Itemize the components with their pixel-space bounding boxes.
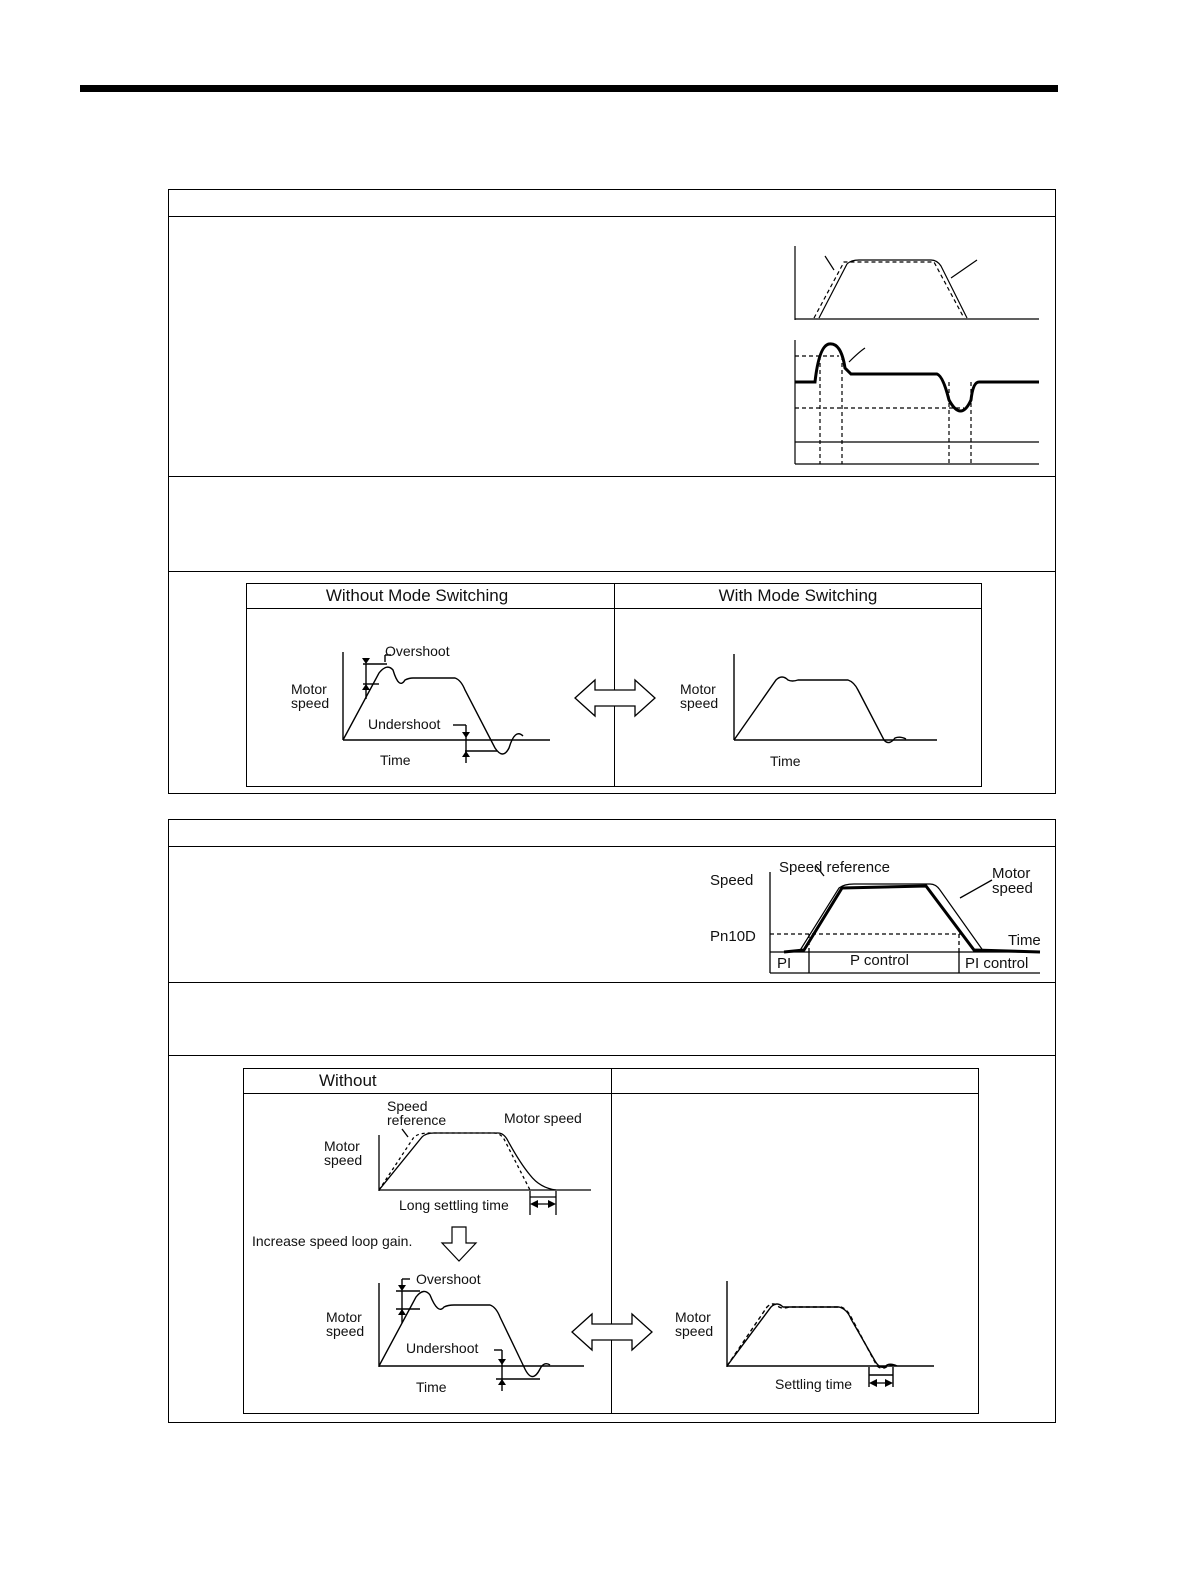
section1-right-chart (614, 608, 982, 788)
section1-left-xlabel: Time (380, 752, 411, 768)
section2-settling-long: Long settling time (399, 1197, 509, 1213)
section2-xlabel: Time (1008, 932, 1041, 949)
section2-overshoot-arrow-up (398, 1309, 406, 1315)
section2-motor-speed-2: speed (992, 880, 1033, 897)
section1-right-header: With Mode Switching (718, 586, 878, 605)
section1-overshoot-arrow-down (362, 658, 370, 664)
section2-title-row-divider (169, 846, 1055, 847)
section2-comparison-table (243, 1068, 979, 1414)
section2-settling-label: Settling time (775, 1376, 853, 1392)
section2-bottom-xlabel: Time (416, 1379, 447, 1395)
section2-step-label: Increase speed loop gain. (252, 1233, 413, 1249)
section2-bottom-ylabel-1: Motor (326, 1309, 362, 1325)
section1-overshoot-arrow-up (362, 684, 370, 690)
section1-undershoot-arrow-up (462, 751, 470, 757)
section2-right-ylabel-1: Motor (675, 1309, 711, 1325)
section2-ylabel: Speed (710, 872, 754, 889)
section2-speed-ref-label: Speed reference (779, 859, 890, 876)
section2-bottom-left-chart (244, 1267, 611, 1415)
top-rule (80, 85, 1058, 92)
section1-right-xlabel: Time (770, 753, 801, 769)
section1-box (168, 189, 1056, 794)
section2-left-header: Without (319, 1071, 377, 1090)
section2-top-ylabel-1: Motor (324, 1138, 360, 1154)
section2-threshold-label: Pn10D (710, 928, 756, 945)
section1-row-divider-2 (169, 571, 1055, 572)
section2-speed-diagram (704, 856, 1044, 996)
section2-row-divider-2 (169, 1055, 1055, 1056)
section2-undershoot-label: Undershoot (406, 1340, 479, 1356)
section2-box (168, 819, 1056, 1423)
section2-band-pi-right: PI control (965, 955, 1029, 972)
section1-undershoot-arrow-down (462, 732, 470, 738)
section2-undershoot-arrow-down (498, 1359, 506, 1365)
section2-motor-speed-1: Motor (992, 865, 1031, 882)
section2-top-left-chart (244, 1093, 611, 1223)
section1-undershoot-label: Undershoot (368, 716, 441, 732)
section2-right-chart (611, 1267, 979, 1415)
section1-overshoot-label: Overshoot (385, 643, 450, 659)
section2-speed-ref-1: Speed (387, 1098, 428, 1114)
section2-right-ylabel-2: speed (675, 1323, 714, 1339)
section2-speed-ref-2: reference (387, 1112, 447, 1128)
section2-bottom-ylabel-2: speed (326, 1323, 365, 1339)
section1-right-ylabel-2: speed (680, 695, 719, 711)
section2-step-row (244, 1223, 611, 1267)
section1-comparison-table (246, 583, 982, 787)
section1-left-header: Without Mode Switching (325, 586, 509, 605)
section2-top-ylabel-2: speed (324, 1152, 363, 1168)
section1-right-ylabel-1: Motor (680, 681, 716, 697)
section1-title-row-divider (169, 216, 1055, 217)
section2-overshoot-arrow-down (398, 1285, 406, 1291)
section1-left-ylabel-2: speed (291, 695, 330, 711)
section2-top-motor-speed: Motor speed (504, 1110, 582, 1126)
section2-band-pi-left: PI (777, 955, 792, 972)
down-arrow-icon (442, 1227, 476, 1261)
section1-torque-diagram (789, 240, 1049, 480)
section1-left-ylabel-1: Motor (291, 681, 327, 697)
section2-overshoot-label: Overshoot (416, 1271, 481, 1287)
section2-band-p: P control (850, 952, 909, 969)
section1-left-chart (247, 608, 587, 788)
section2-undershoot-arrow-up (498, 1379, 506, 1385)
